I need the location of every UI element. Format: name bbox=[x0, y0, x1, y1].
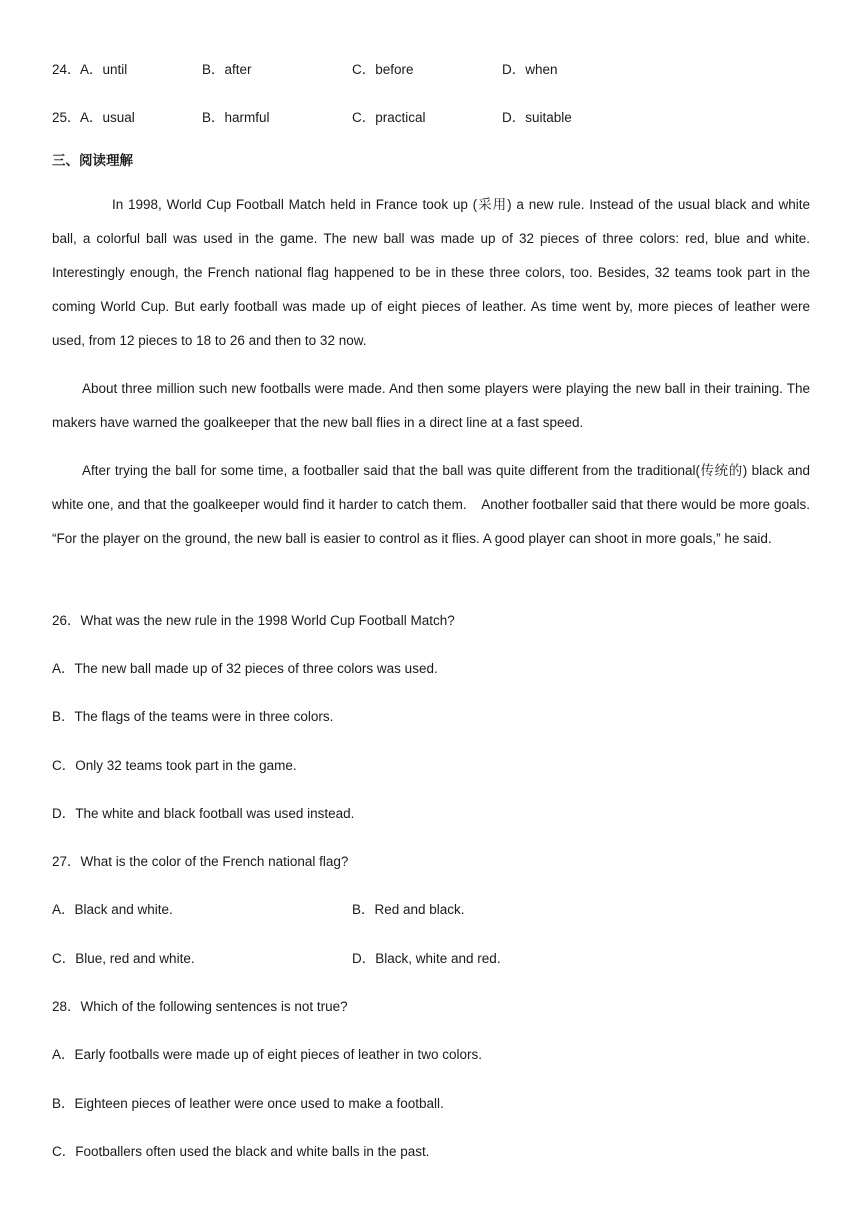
paragraph-text: In 1998, World Cup Football Match held in France took up (采用) a new rule. Instead of the usual black and white ball, a colorful ball was used in the game. The new ball was made up of 32 pieces of three colors: red, blue and white. Interestingly enough, the French national flag happened to be in these three colors, too. Besides, 32 teams took part in the coming World Cup. But early football was made up of eight pieces of leather. As time went by, more pieces of leather were used, from 12 pieces to 18 to 26 and then to 32 now. bbox=[52, 197, 810, 348]
option-c: C．practical bbox=[352, 110, 426, 125]
question-28-stem: 28．Which of the following sentences is not true? bbox=[52, 999, 348, 1014]
question-number: 24． bbox=[52, 62, 81, 77]
question-26-option-a: A．The new ball made up of 32 pieces of three colors was used. bbox=[52, 661, 438, 676]
question-26-stem: 26．What was the new rule in the 1998 World Cup Football Match? bbox=[52, 613, 455, 628]
question-26-option-d: D．The white and black football was used instead. bbox=[52, 806, 355, 821]
option-a: A．until bbox=[80, 62, 128, 77]
question-28-option-b: B．Eighteen pieces of leather were once used to make a football. bbox=[52, 1096, 444, 1111]
question-27-option-c: C．Blue, red and white. bbox=[52, 951, 195, 966]
option-a: A．usual bbox=[80, 110, 135, 125]
question-number: 25． bbox=[52, 110, 81, 125]
option-d: D．when bbox=[502, 62, 558, 77]
question-28-option-a: A．Early footballs were made up of eight pieces of leather in two colors. bbox=[52, 1047, 482, 1062]
question-27-option-b: B．Red and black. bbox=[352, 902, 465, 917]
question-27-stem: 27．What is the color of the French national flag? bbox=[52, 854, 349, 869]
question-27-option-d: D．Black, white and red. bbox=[352, 951, 501, 966]
passage-paragraph-2 bbox=[52, 372, 810, 440]
option-c: C．before bbox=[352, 62, 414, 77]
option-b: B．after bbox=[202, 62, 252, 77]
passage-paragraph-3 bbox=[52, 454, 814, 556]
question-27-option-a: A．Black and white. bbox=[52, 902, 173, 917]
paragraph-text: About three million such new footballs were made. And then some players were playing the new ball in their training. The makers have warned the goalkeeper that the new ball flies in a direct line at a fast speed. bbox=[52, 381, 810, 430]
passage-paragraph-1 bbox=[52, 188, 810, 358]
question-28-option-c: C．Footballers often used the black and white balls in the past. bbox=[52, 1144, 430, 1159]
option-b: B．harmful bbox=[202, 110, 270, 125]
option-d: D．suitable bbox=[502, 110, 572, 125]
question-26-option-c: C．Only 32 teams took part in the game. bbox=[52, 758, 297, 773]
paragraph-text: After trying the ball for some time, a footballer said that the ball was quite different from the traditional(传统的) black and white one, and that the goalkeeper would find it harder to catch them. Another footballer said that there would be more goals. “For the player on the ground, the new ball is easier to control as it flies. A good player can shoot in more goals,” he said. bbox=[52, 463, 814, 546]
question-26-option-b: B．The flags of the teams were in three colors. bbox=[52, 709, 334, 724]
section-heading: 三、阅读理解 bbox=[52, 153, 133, 169]
